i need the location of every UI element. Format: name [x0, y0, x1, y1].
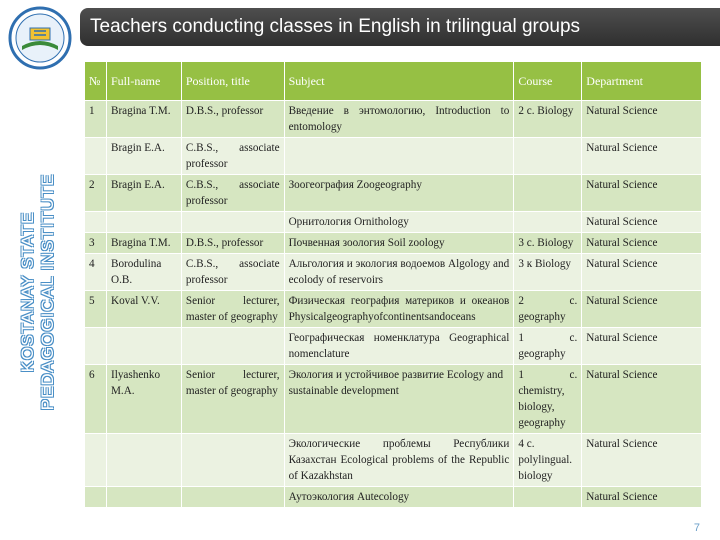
- cell-number: 3: [85, 233, 107, 254]
- cell-number: [85, 138, 107, 175]
- cell-number: [85, 434, 107, 487]
- cell-course: 1 с. chemistry, biology, geography: [514, 365, 582, 434]
- cell-position: C.B.S., associate professor: [181, 254, 284, 291]
- cell-number: [85, 328, 107, 365]
- cell-course: 4 с. polylingual. biology: [514, 434, 582, 487]
- header-course: Course: [514, 62, 582, 101]
- table-row: [85, 254, 702, 291]
- table-row: [85, 233, 702, 254]
- cell-name: Borodulina O.B.: [106, 254, 181, 291]
- table-row: [85, 365, 702, 434]
- cell-name: Bragin E.A.: [106, 138, 181, 175]
- header-department: Department: [582, 62, 702, 101]
- cell-course: 2 с. Biology: [514, 101, 582, 138]
- cell-number: 6: [85, 365, 107, 434]
- cell-course: 3 с. Biology: [514, 233, 582, 254]
- table-row: [85, 328, 702, 365]
- title-bar: [80, 8, 720, 46]
- cell-subject: Зоогеография Zoogeography: [284, 175, 514, 212]
- cell-position: C.B.S., associate professor: [181, 138, 284, 175]
- cell-name: Bragina T.M.: [106, 233, 181, 254]
- table-row: [85, 212, 702, 233]
- table-row: [85, 291, 702, 328]
- table-row: [85, 175, 702, 212]
- cell-subject: Введение в энтомологию, Introduction to entomology: [284, 101, 514, 138]
- cell-name: Koval V.V.: [106, 291, 181, 328]
- cell-position: Senior lecturer, master of geography: [181, 365, 284, 434]
- slide-title: Teachers conducting classes in English in trilingual groups: [90, 16, 581, 37]
- cell-subject: Географическая номенклатура Geographical nomenclature: [284, 328, 514, 365]
- cell-department: Natural Science: [582, 487, 702, 508]
- cell-course: 1 с. geography: [514, 328, 582, 365]
- cell-department: Natural Science: [582, 328, 702, 365]
- institute-vertical-text: [18, 122, 62, 462]
- cell-department: Natural Science: [582, 434, 702, 487]
- cell-name: [106, 328, 181, 365]
- table-header-row: [85, 62, 702, 101]
- cell-name: Bragin E.A.: [106, 175, 181, 212]
- header-position: Position, title: [181, 62, 284, 101]
- cell-course: 2 с. geography: [514, 291, 582, 328]
- sidebar: [0, 0, 80, 540]
- header-full-name: Full-name: [106, 62, 181, 101]
- cell-course: [514, 212, 582, 233]
- cell-subject: Физическая география материков и океанов Physicalgeographyofcontinentsandoceans: [284, 291, 514, 328]
- teachers-table: [84, 61, 702, 508]
- cell-department: Natural Science: [582, 365, 702, 434]
- cell-subject: Экологические проблемы Республики Казахстан Ecological problems of the Republic of Kazakhstan: [284, 434, 514, 487]
- header-number: №: [85, 62, 107, 101]
- cell-subject: Аутоэкология Autecology: [284, 487, 514, 508]
- cell-name: [106, 212, 181, 233]
- table-row: [85, 434, 702, 487]
- cell-position: Senior lecturer, master of geography: [181, 291, 284, 328]
- cell-position: D.B.S., professor: [181, 101, 284, 138]
- cell-number: 1: [85, 101, 107, 138]
- institute-name-line2: PEDAGOGICAL INSTITUTE: [38, 173, 57, 411]
- cell-name: [106, 434, 181, 487]
- institute-logo-icon: [8, 6, 72, 70]
- cell-department: Natural Science: [582, 233, 702, 254]
- cell-position: [181, 212, 284, 233]
- cell-number: 2: [85, 175, 107, 212]
- cell-number: 4: [85, 254, 107, 291]
- cell-number: [85, 487, 107, 508]
- cell-department: Natural Science: [582, 291, 702, 328]
- cell-department: Natural Science: [582, 175, 702, 212]
- cell-subject: Экология и устойчивое развитие Ecology and sustainable development: [284, 365, 514, 434]
- institute-name-line1: KOSTANAY STATE: [18, 211, 37, 373]
- table-row: [85, 101, 702, 138]
- cell-course: [514, 487, 582, 508]
- cell-subject: Альгология и экология водоемов Algology and ecolody of reservoirs: [284, 254, 514, 291]
- cell-position: [181, 328, 284, 365]
- cell-name: Ilyashenko M.A.: [106, 365, 181, 434]
- cell-department: Natural Science: [582, 101, 702, 138]
- cell-course: 3 к Biology: [514, 254, 582, 291]
- cell-department: Natural Science: [582, 254, 702, 291]
- table-row: [85, 138, 702, 175]
- cell-position: [181, 487, 284, 508]
- cell-position: C.B.S., associate professor: [181, 175, 284, 212]
- cell-subject: Почвенная зоология Soil zoology: [284, 233, 514, 254]
- cell-name: [106, 487, 181, 508]
- page-number: 7: [693, 522, 700, 534]
- cell-course: [514, 175, 582, 212]
- header-subject: Subject: [284, 62, 514, 101]
- cell-department: Natural Science: [582, 212, 702, 233]
- cell-position: D.B.S., professor: [181, 233, 284, 254]
- cell-name: Bragina T.M.: [106, 101, 181, 138]
- cell-subject: Орнитология Ornithology: [284, 212, 514, 233]
- cell-number: 5: [85, 291, 107, 328]
- cell-number: [85, 212, 107, 233]
- cell-subject: [284, 138, 514, 175]
- cell-course: [514, 138, 582, 175]
- table-row: [85, 487, 702, 508]
- cell-position: [181, 434, 284, 487]
- cell-department: Natural Science: [582, 138, 702, 175]
